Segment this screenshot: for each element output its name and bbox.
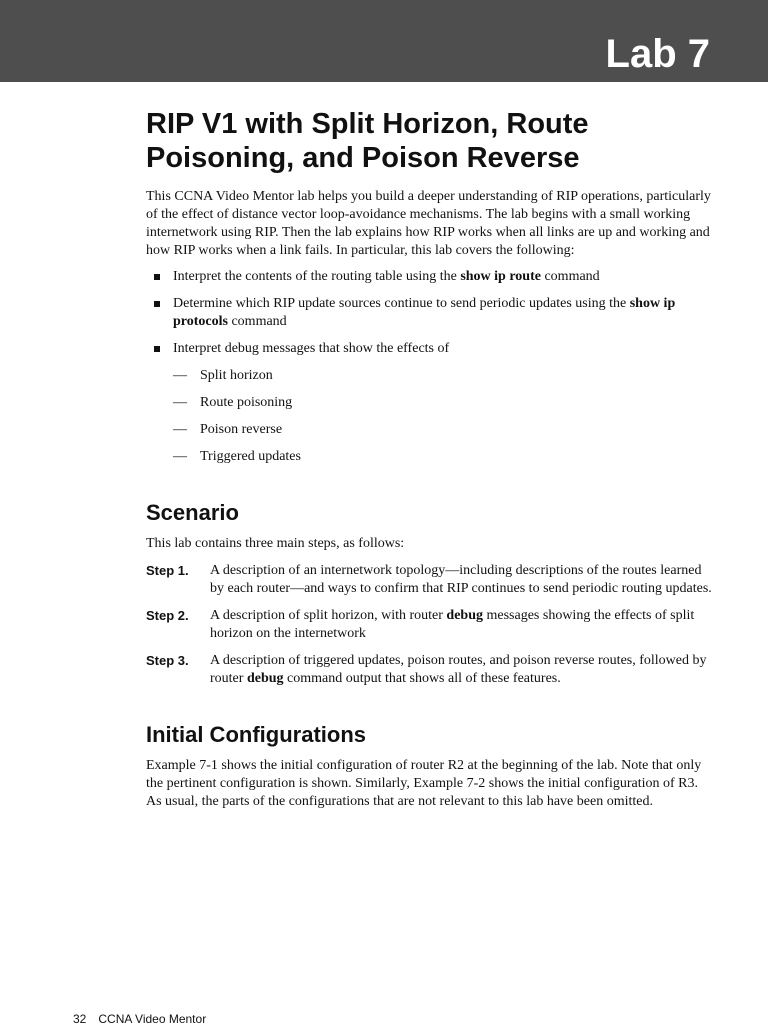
command-text: debug (446, 608, 483, 623)
page-content (146, 107, 712, 811)
objective-text: command (540, 269, 600, 284)
step-item (146, 607, 712, 643)
sub-item-text: Poison reverse (200, 422, 283, 437)
lab-title-line-2: Poisoning, and Poison Reverse (146, 142, 580, 174)
step-text-part: A description of triggered updates, poison routes, and poison reverse routes, followed by router (210, 653, 707, 686)
objective-text: Interpret the contents of the routing table using the (173, 269, 461, 284)
command-text: show ip route (460, 269, 541, 284)
sub-list-item (173, 367, 712, 385)
step-label: Step 1. (146, 563, 189, 578)
objective-item (146, 295, 712, 331)
step-text-part: A description of an internetwork topology—including descriptions of the routes learned by each router—and ways to confirm that RIP continues to send periodic routing updates. (210, 563, 712, 596)
step-text (210, 562, 712, 598)
chapter-title: Lab 7 (605, 32, 710, 76)
dash-icon: — (173, 395, 187, 410)
lab-title-line-1: RIP V1 with Split Horizon, Route (146, 108, 589, 140)
scenario-intro: This lab contains three main steps, as follows: (146, 536, 405, 551)
page-number: 32 (73, 1012, 87, 1026)
command-text: debug (246, 671, 284, 686)
sub-list-item (173, 421, 712, 439)
step-item (146, 562, 712, 598)
intro-paragraph: This CCNA Video Mentor lab helps you build a deeper understanding of RIP operations, particularly of the effect of distance vector loop-avoidance mechanisms. The lab begins with a small working internetwork using RIP. Then the lab explains how RIP works when all links are up and working and how RIP works when a link fails. In particular, this lab covers the following: (146, 189, 711, 258)
step-item (146, 652, 712, 688)
objective-text: command (227, 314, 287, 329)
objective-item (146, 340, 712, 466)
step-text (210, 607, 712, 643)
initial-configurations-paragraph: Example 7-1 shows the initial configuration of router R2 at the beginning of the lab. Note that only the pertinent configuration is shown. Similarly, Example 7-2 shows the initial configuration of R3. As usual, the parts of the configurations that are not relevant to this lab have been omitted. (146, 758, 702, 809)
step-label: Step 3. (146, 653, 189, 668)
objectives-list (146, 268, 712, 466)
sub-item-text: Split horizon (200, 368, 273, 383)
debug-effects-list (173, 367, 712, 466)
dash-icon: — (173, 422, 187, 437)
initial-configurations-heading: Initial Configurations (146, 722, 366, 747)
sub-list-item (173, 448, 712, 466)
step-text-part: A description of split horizon, with router (210, 608, 447, 623)
chapter-banner (0, 0, 768, 82)
page-footer (73, 1011, 206, 1027)
objective-item (146, 268, 712, 286)
square-bullet-icon (154, 274, 160, 280)
sub-item-text: Triggered updates (200, 449, 301, 464)
steps-list (146, 562, 712, 688)
sub-item-text: Route poisoning (200, 395, 293, 410)
objective-text: Interpret debug messages that show the effects of (173, 341, 450, 356)
command-text: show ip protocols (173, 296, 676, 329)
sub-list-item (173, 394, 712, 412)
step-text-part: messages showing the effects of split horizon on the internetwork (210, 608, 695, 641)
book-title: CCNA Video Mentor (98, 1012, 207, 1026)
step-text-part: command output that shows all of these features. (283, 671, 561, 686)
lab-title (146, 107, 712, 175)
step-label: Step 2. (146, 608, 189, 623)
objective-text: Determine which RIP update sources continue to send periodic updates using the (173, 296, 630, 311)
step-text (210, 652, 712, 688)
dash-icon: — (173, 449, 187, 464)
scenario-heading: Scenario (146, 500, 239, 525)
square-bullet-icon (154, 346, 160, 352)
dash-icon: — (173, 368, 187, 383)
square-bullet-icon (154, 301, 160, 307)
